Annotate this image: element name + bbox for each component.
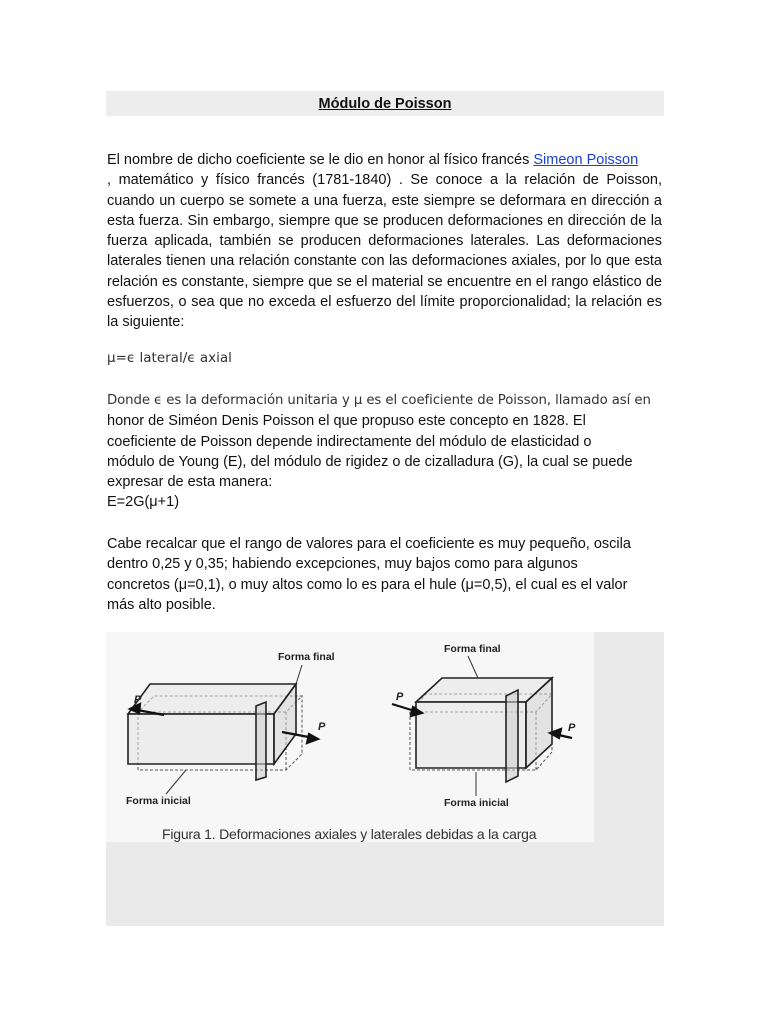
left-final-label: Forma final	[278, 651, 335, 663]
range-line-2: dentro 0,25 y 0,35; habiendo excepciones, muy bajos como para algunos	[107, 556, 578, 573]
young-modulus-formula: E=2G(μ+1)	[107, 494, 180, 511]
definition-line-4: módulo de Young (E), del módulo de rigidez o de cizalladura (G), la cual se puede	[107, 453, 633, 470]
intro-text-start: El nombre de dicho coeficiente se le dio en honor al físico francés	[107, 152, 534, 168]
definition-line-3: coeficiente de Poisson depende indirectamente del módulo de elasticidad o	[107, 433, 592, 450]
right-box-final	[416, 678, 552, 782]
right-p-label-1: P	[396, 691, 404, 703]
title-band	[106, 91, 664, 116]
definition-line-5: expresar de esta manera:	[107, 474, 273, 491]
range-line-4: más alto posible.	[107, 596, 216, 613]
figure-block	[106, 632, 664, 926]
left-p-label-1: P	[134, 694, 142, 706]
range-line-3: concretos (μ=0,1), o muy altos como lo es para el hule (μ=0,5), el cual es el valor	[107, 576, 628, 593]
right-initial-label: Forma inicial	[444, 797, 509, 809]
poisson-ratio-formula: μ=ϵ lateral/ϵ axial	[107, 350, 232, 366]
range-paragraph	[107, 534, 667, 615]
left-initial-label: Forma inicial	[126, 795, 191, 807]
left-box-final	[128, 684, 296, 780]
range-line-1: Cabe recalcar que el rango de valores para el coeficiente es muy pequeño, oscila	[107, 536, 631, 552]
figure-caption: Figura 1. Deformaciones axiales y laterales debidas a la carga	[162, 826, 537, 842]
definition-line-2: honor de Siméon Denis Poisson el que propuso este concepto en 1828. El	[107, 413, 586, 430]
page-title: Módulo de Poisson	[318, 96, 452, 112]
left-p-label-2: P	[318, 721, 326, 733]
right-final-label: Forma final	[444, 643, 501, 655]
definition-paragraph	[107, 391, 667, 513]
right-p-label-2: P	[568, 722, 576, 734]
deformation-diagram	[106, 632, 594, 842]
definition-line-1: Donde ϵ es la deformación unitaria y μ es el coeficiente de Poisson, llamado así en	[107, 393, 651, 408]
intro-paragraph	[107, 150, 662, 333]
simeon-poisson-link[interactable]: Simeon Poisson	[533, 152, 639, 168]
deformation-figure	[106, 632, 594, 842]
intro-text-rest: , matemático y físico francés (1781-1840) . Se conoce a la relación de Poisson, cuando un cuerpo se somete a una fuerza, este siempre se deformara en dirección a esta fuerza. Sin embargo, siempre que se producen deformaciones en dirección de la fuerza aplicada, también se producen deformaciones laterales. Las deformaciones laterales tienen una relación constante con las deformaciones axiales, por lo que esta relación es constante, siempre que se el material se encuentre en el rango elástico de esfuerzos, o sea que no exceda el esfuerzo del límite proporcionalidad; la relación es la siguiente:	[107, 172, 662, 331]
